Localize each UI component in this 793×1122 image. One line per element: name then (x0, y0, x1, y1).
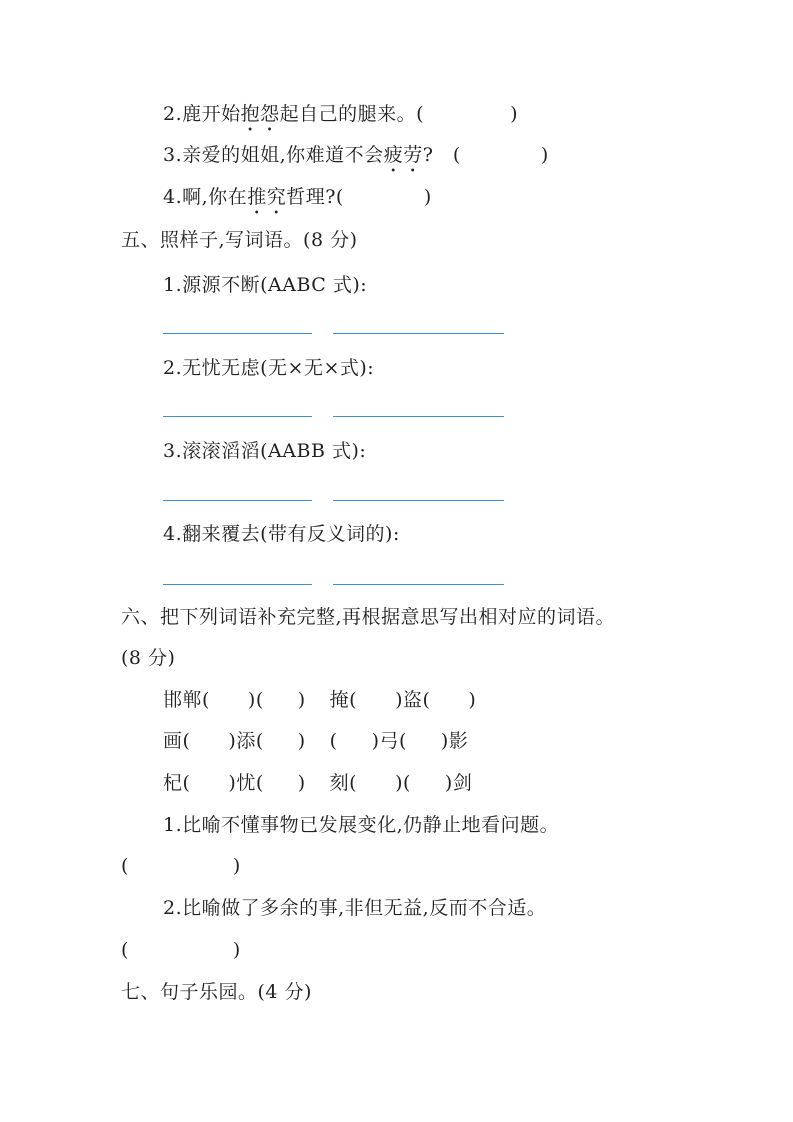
idiom-text: ( (329, 730, 338, 752)
answer-line[interactable] (333, 500, 504, 501)
idiom-text: )忧( (228, 772, 264, 794)
idiom-text: ) (297, 772, 306, 794)
answer-line[interactable] (333, 584, 504, 585)
answer-line[interactable] (163, 416, 312, 417)
answer-line[interactable] (333, 333, 504, 334)
idiom-text: )剑 (444, 772, 473, 794)
answer-line[interactable] (163, 584, 312, 585)
idiom-text: )( (395, 772, 411, 794)
section4-item-4: 4.啊,你在推究哲理?( ) (163, 186, 432, 208)
idiom-text: 掩( (329, 689, 358, 711)
section5-item-4: 4.翻来覆去(带有反义词的): (163, 523, 400, 545)
dotted-word: 抱怨 (240, 103, 280, 125)
idiom-text: 杞( (163, 772, 191, 794)
section5-title: 五、照样子,写词语。(8 分) (121, 229, 358, 251)
section5-item-2: 2.无忧无虑(无×无×式): (163, 357, 375, 379)
idiom-text: ) (468, 689, 477, 711)
idiom-row (163, 770, 472, 796)
section4-item-3: 3.亲爱的姐姐,你难道不会疲劳? ( ) (163, 144, 549, 166)
idiom-row (163, 687, 476, 713)
dotted-word: 推究 (247, 186, 287, 208)
idiom-row (163, 728, 468, 754)
section7-title: 七、句子乐园。(4 分) (121, 981, 312, 1003)
section6-title: 六、把下列词语补充完整,再根据意思写出相对应的词语。 (121, 606, 616, 628)
idiom-text: 刻( (329, 772, 358, 794)
meaning-1: 1.比喻不懂事物已发展变化,仍静止地看问题。 (163, 814, 560, 836)
idiom-text: )( (247, 689, 264, 711)
section6-title-score: (8 分) (121, 647, 176, 669)
idiom-text: )弓( (371, 730, 407, 752)
section5-item-3: 3.滚滚滔滔(AABB 式): (163, 440, 367, 462)
answer-line[interactable] (333, 416, 504, 417)
dotted-word: 疲劳 (383, 144, 423, 166)
idiom-text: )盗( (395, 689, 431, 711)
idiom-text: 邯郸( (163, 689, 210, 711)
idiom-text: ) (297, 730, 306, 752)
answer-line[interactable] (163, 333, 312, 334)
idiom-text: 画( (163, 730, 191, 752)
meaning-2-answer: ( ) (121, 939, 241, 961)
answer-line[interactable] (163, 500, 312, 501)
idiom-text: ) (297, 689, 306, 711)
meaning-2: 2.比喻做了多余的事,非但无益,反而不合适。 (163, 897, 547, 919)
idiom-text: )影 (440, 730, 469, 752)
section5-item-1: 1.源源不断(AABC 式): (163, 274, 368, 296)
idiom-text: )添( (228, 730, 264, 752)
section4-item-2: 2.鹿开始抱怨起自己的腿来。( ) (163, 103, 519, 125)
meaning-1-answer: ( ) (121, 855, 241, 877)
